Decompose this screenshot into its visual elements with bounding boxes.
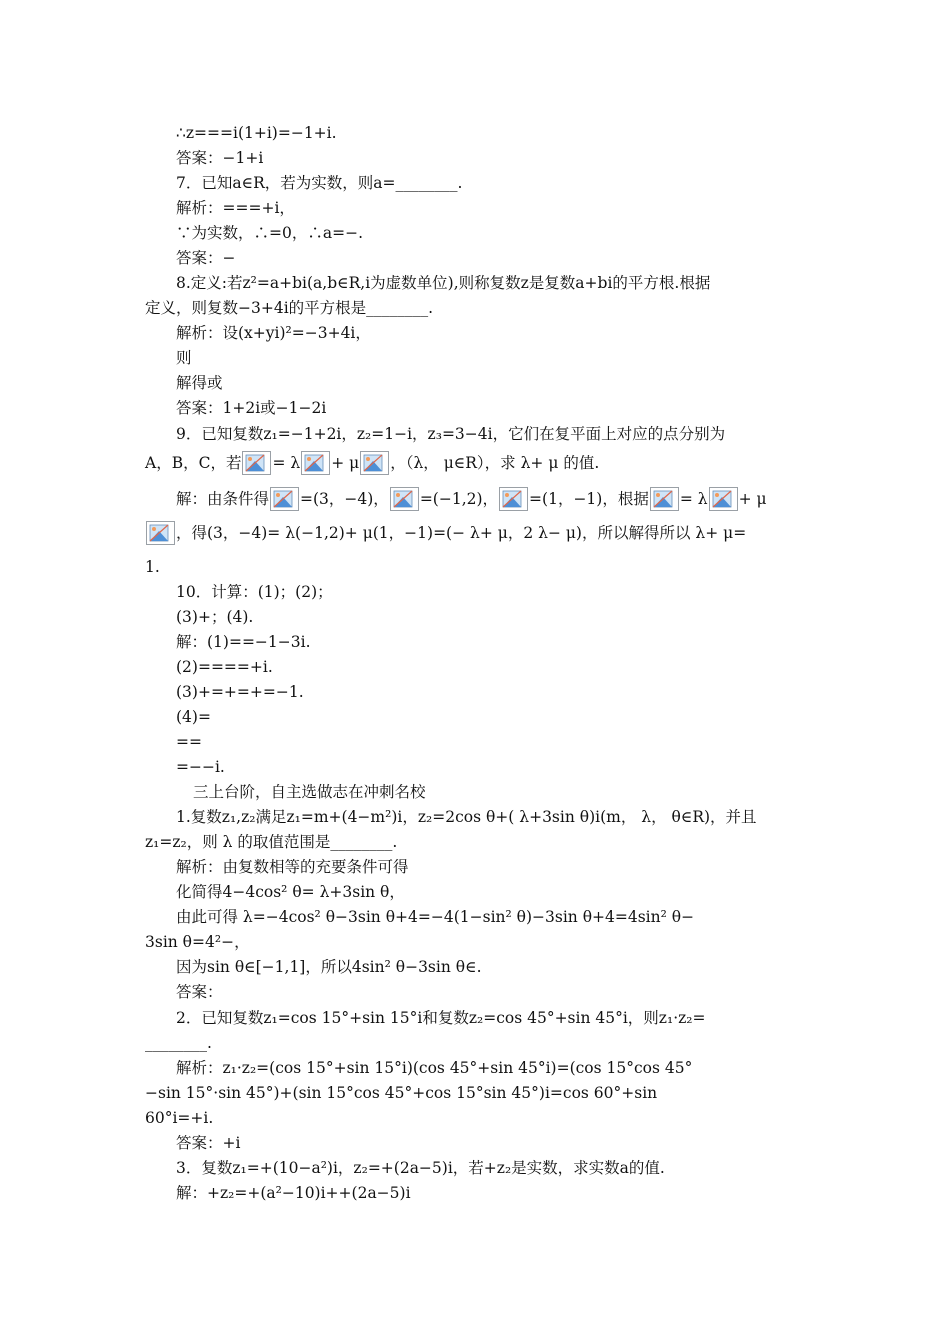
text-line: (3)+；(4).: [176, 608, 254, 626]
broken-image-icon: [650, 487, 679, 511]
broken-image-icon: [146, 521, 175, 545]
text-segment: =(−1,2)，: [419, 490, 499, 508]
text-line: 1.复数z₁,z₂满足z₁=m+(4−m²)i，z₂=2cos θ+( λ+3sin θ)i(m， λ， θ∈R)，并且: [176, 808, 757, 826]
text-line: −sin 15°·sin 45°)+(sin 15°cos 45°+cos 15°sin 45°)i=cos 60°+sin: [145, 1084, 658, 1102]
text-line: 答案：+i: [176, 1134, 241, 1152]
text-line: 定义，则复数−3+4i的平方根是________.: [145, 299, 434, 317]
text-line-vectors: [145, 451, 810, 475]
text-line: 解析：由复数相等的充要条件可得: [176, 858, 409, 876]
broken-image-icon: [242, 451, 271, 475]
broken-image-icon: [270, 487, 299, 511]
text-line: =−−i.: [176, 758, 225, 776]
text-segment: A，B，C，若: [145, 454, 242, 472]
text-line: 答案：1+2i或−1−2i: [176, 399, 327, 417]
text-segment: = λ: [272, 454, 301, 472]
text-line: 答案：: [176, 983, 223, 1001]
text-line: 由此可得 λ=−4cos² θ−3sin θ+4=−4(1−sin² θ)−3sin θ+4=4sin² θ−: [176, 908, 695, 926]
text-line: 因为sin θ∈[−1,1]，所以4sin² θ−3sin θ∈.: [176, 958, 482, 976]
text-segment: ，得(3，−4)= λ(−1,2)+ μ(1，−1)=(− λ+ μ，2 λ− μ)，所以解得所以 λ+ μ=: [176, 524, 747, 542]
text-line: (4)=: [176, 708, 211, 726]
text-line: 答案：−: [176, 249, 236, 267]
text-line: 9．已知复数z₁=−1+2i，z₂=1−i，z₃=3−4i，它们在复平面上对应的点分别为: [176, 425, 726, 443]
text-line: 解：(1)==−1−3i.: [176, 633, 311, 651]
text-line: ∵为实数，∴=0，∴a=−.: [176, 224, 363, 242]
broken-image-icon: [390, 487, 419, 511]
text-segment: = λ: [679, 490, 708, 508]
text-segment: =(1，−1)，根据: [529, 490, 649, 508]
broken-image-icon: [360, 451, 389, 475]
text-line: 解析：设(x+yi)²=−3+4i，: [176, 324, 371, 342]
text-line: 10．计算：(1)；(2)；: [176, 583, 333, 601]
text-line: 解析：===+i，: [176, 199, 295, 217]
text-line: ∴z===i(1+i)=−1+i.: [176, 124, 337, 142]
broken-image-icon: [301, 451, 330, 475]
text-line: 2．已知复数z₁=cos 15°+sin 15°i和复数z₂=cos 45°+sin 45°i，则z₁·z₂=: [176, 1009, 706, 1027]
text-line: 答案：−1+i: [176, 149, 264, 167]
broken-image-icon: [499, 487, 528, 511]
text-segment: + μ: [331, 454, 360, 472]
text-line: 7．已知a∈R，若为实数，则a=________.: [176, 174, 463, 192]
text-segment: + μ: [738, 490, 767, 508]
text-line: 则: [176, 349, 192, 367]
section-heading: 三上台阶，自主选做志在冲刺名校: [193, 783, 426, 801]
text-line: 解：+z₂=+(a²−10)i++(2a−5)i: [176, 1184, 411, 1202]
text-line: 1.: [145, 558, 160, 576]
text-line: 解析：z₁·z₂=(cos 15°+sin 15°i)(cos 45°+sin 45°i)=(cos 15°cos 45°: [176, 1059, 693, 1077]
text-line: 60°i=+i.: [145, 1109, 214, 1127]
text-line: 8.定义:若z²=a+bi(a,b∈R,i为虚数单位),则称复数z是复数a+bi的平方根.根据: [176, 274, 711, 292]
text-line: 3．复数z₁=+(10−a²)i，z₂=+(2a−5)i，若+z₂是实数，求实数a的值.: [176, 1159, 665, 1177]
text-line: 3sin θ=4²−，: [145, 933, 250, 951]
text-segment: 解：由条件得: [176, 490, 270, 508]
text-line: (2)====+i.: [176, 658, 273, 676]
text-line: 化简得4−4cos² θ= λ+3sin θ，: [176, 883, 405, 901]
text-line: ________.: [145, 1034, 212, 1052]
text-line: z₁=z₂，则 λ 的取值范围是________.: [145, 833, 398, 851]
text-line-vectors: [145, 521, 810, 545]
text-line-vectors: [176, 487, 810, 511]
text-line: (3)+=+=+=−1.: [176, 683, 304, 701]
text-segment: ，（λ， μ∈R），求 λ+ μ 的值.: [390, 454, 600, 472]
text-segment: =(3，−4)，: [300, 490, 389, 508]
text-line: ==: [176, 733, 202, 751]
broken-image-icon: [709, 487, 738, 511]
text-line: 解得或: [176, 374, 223, 392]
